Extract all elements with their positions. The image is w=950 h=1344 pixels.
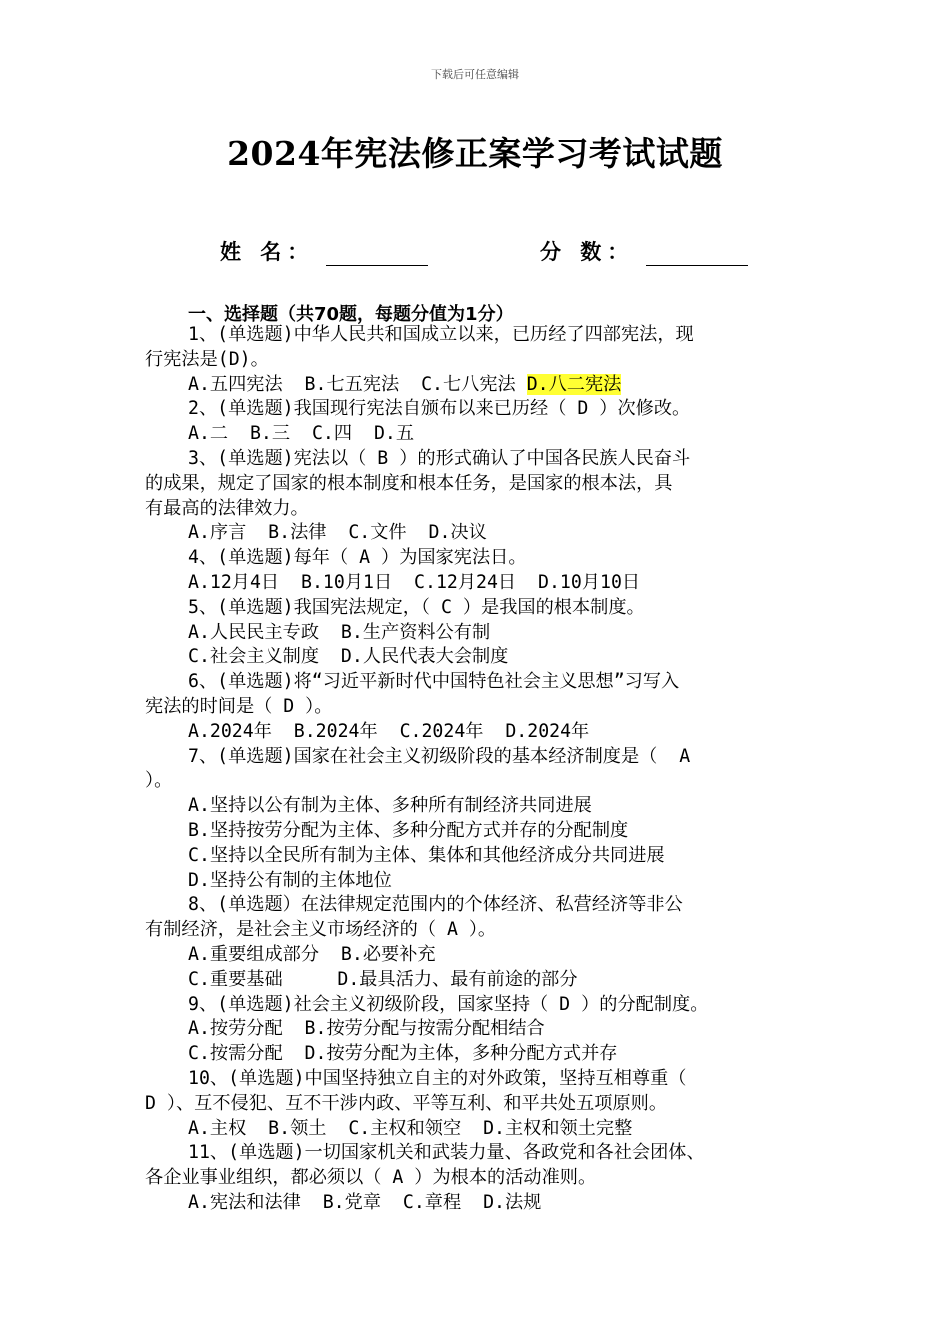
text-line — [188, 843, 665, 868]
text-line — [188, 669, 679, 694]
line-text: A.五四宪法 B.七五宪法 C.七八宪法 — [188, 373, 527, 395]
text-line — [188, 396, 690, 421]
text-line — [145, 471, 672, 496]
text-line — [188, 644, 508, 669]
line-text: 宪法的时间是（ D ）。 — [145, 696, 333, 717]
line-text: 8、(单选题）在法律规定范围内的个体经济、私营经济等非公 — [188, 894, 683, 916]
text-line — [188, 992, 708, 1017]
line-text: D ）、互不侵犯、互不干涉内政、平等互利、和平共处五项原则。 — [145, 1092, 668, 1114]
line-text: C.按需分配 D.按劳分配为主体，多种分配方式并存 — [188, 1043, 618, 1065]
text-line — [188, 520, 487, 545]
text-line — [188, 1140, 705, 1165]
line-text: 各企业事业组织，都必须以（ A ）为根本的活动准则。 — [145, 1167, 597, 1189]
text-line — [188, 1066, 687, 1091]
line-text: A.12月4日 B.10月1日 C.12月24日 D.10月10日 — [188, 572, 641, 593]
line-text: 1、(单选题)中华人民共和国成立以来，已历经了四部宪法，现 — [188, 324, 694, 345]
header-note: 下载后可任意编辑 — [431, 68, 519, 81]
text-line — [145, 917, 496, 942]
text-line — [188, 421, 414, 446]
text-line — [188, 322, 694, 347]
line-text: 7、(单选题)国家在社会主义初级阶段的基本经济制度是（ A — [188, 745, 691, 767]
line-text: 5、(单选题)我国宪法规定，（ C ）是我国的根本制度。 — [188, 596, 645, 618]
text-line — [188, 967, 578, 992]
line-text: ）。 — [145, 770, 173, 792]
line-text: 2、(单选题)我国现行宪法自颁布以来已历经（ D ）次修改。 — [188, 398, 691, 420]
text-line — [145, 694, 332, 719]
text-line — [188, 818, 628, 843]
line-text: A.按劳分配 B.按劳分配与按需分配相结合 — [188, 1018, 545, 1040]
text-line — [188, 446, 690, 471]
text-line — [188, 595, 645, 620]
text-line — [188, 1041, 617, 1066]
text-line — [188, 892, 683, 917]
page-title: 2024年宪法修正案学习考试试题 — [227, 134, 723, 173]
line-text: D.坚持公有制的主体地位 — [188, 869, 392, 891]
line-text: C.社会主义制度 D.人民代表大会制度 — [188, 646, 509, 668]
name-field — [220, 236, 428, 266]
text-line — [145, 768, 172, 793]
line-text: 有制经济，是社会主义市场经济的（ A ）。 — [145, 919, 497, 941]
name-blank[interactable] — [326, 241, 428, 266]
line-text: 6、(单选题)将“习近平新时代中国特色社会主义思想”习写入 — [188, 671, 680, 693]
score-field — [540, 236, 748, 266]
name-label: 姓 名： — [220, 239, 315, 264]
line-text: 有最高的法律效力。 — [145, 497, 309, 519]
line-text: 3、(单选题)宪法以（ B ）的形式确认了中国各民族人民奋斗 — [188, 448, 691, 469]
section-heading: 一、选择题（共70题，每题分值为1分） — [188, 304, 514, 325]
score-blank[interactable] — [646, 241, 748, 266]
highlighted-answer: D.八二宪法 — [526, 373, 622, 395]
text-line — [188, 620, 490, 645]
line-text: C.坚持以全民所有制为主体、集体和其他经济成分共同进展 — [188, 844, 665, 866]
line-text: 行宪法是(D)。 — [145, 348, 269, 370]
line-text: 的成果，规定了国家的根本制度和根本任务，是国家的根本法，具 — [145, 472, 673, 494]
line-text: A.主权 B.领土 C.主权和领空 D.主权和领土完整 — [188, 1117, 633, 1139]
line-text: B.坚持按劳分配为主体、多种分配方式并存的分配制度 — [188, 820, 629, 841]
text-line — [145, 1165, 596, 1190]
line-text: A.宪法和法律 B.党章 C.章程 D.法规 — [188, 1192, 542, 1213]
text-line — [188, 868, 392, 893]
line-text: A.坚持以公有制为主体、多种所有制经济共同进展 — [188, 795, 592, 817]
text-line — [188, 372, 621, 397]
line-text: C.重要基础 D.最具活力、最有前途的部分 — [188, 968, 578, 990]
line-text: 11、(单选题)一切国家机关和武装力量、各政党和各社会团体、 — [188, 1142, 705, 1164]
text-line — [188, 793, 592, 818]
line-text: A.序言 B.法律 C.文件 D.决议 — [188, 522, 487, 544]
line-text: 9、(单选题)社会主义初级阶段，国家坚持（ D ）的分配制度。 — [188, 993, 709, 1015]
text-line — [188, 1190, 541, 1215]
line-text: A.二 B.三 C.四 D.五 — [188, 423, 415, 445]
line-text: A.重要组成部分 B.必要补充 — [188, 944, 436, 965]
text-line — [188, 1116, 632, 1141]
line-text: 10、(单选题)中国坚持独立自主的对外政策，坚持互相尊重（ — [188, 1068, 687, 1089]
text-line — [188, 1016, 545, 1041]
text-line — [145, 496, 309, 521]
line-text: A.2024年 B.2024年 C.2024年 D.2024年 — [188, 720, 590, 742]
text-line — [188, 570, 640, 595]
text-line — [188, 744, 690, 769]
text-line — [145, 347, 269, 372]
line-text: A.人民民主专政 B.生产资料公有制 — [188, 621, 491, 643]
text-line — [145, 1091, 667, 1116]
text-line — [188, 942, 436, 967]
line-text: 4、(单选题)每年（ A ）为国家宪法日。 — [188, 547, 527, 569]
text-line — [188, 719, 589, 744]
text-line — [188, 545, 527, 570]
score-label: 分 数： — [540, 239, 635, 264]
